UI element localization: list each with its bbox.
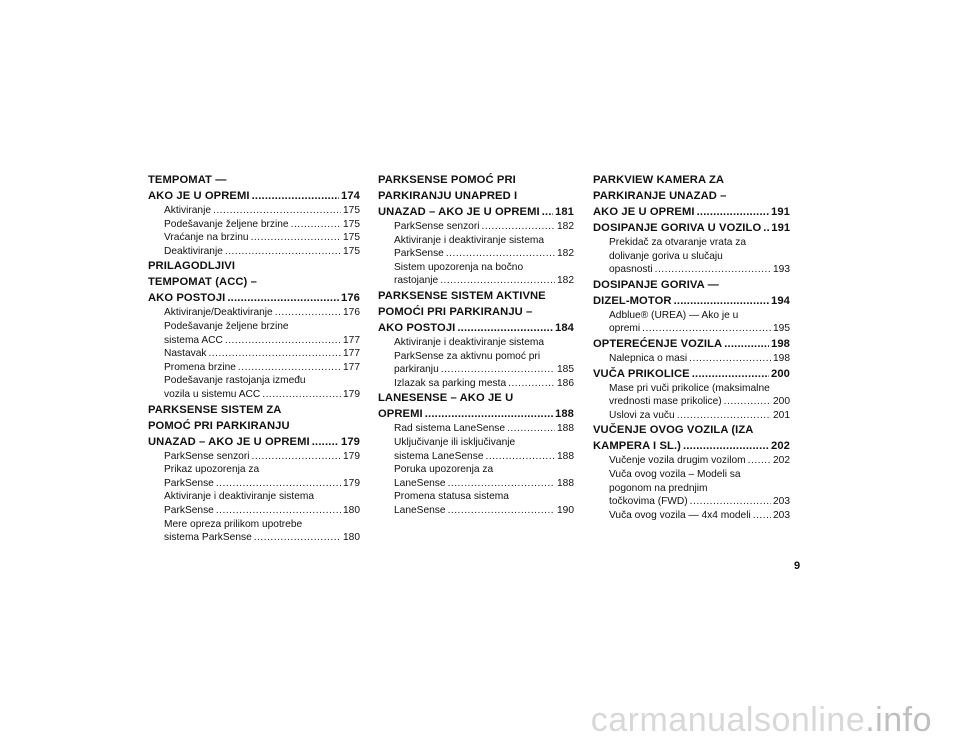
toc-entry-text: ParkSense (394, 248, 444, 260)
toc-entry-text: ParkSense senzori (394, 221, 480, 232)
toc-entry-row (148, 188, 360, 204)
toc-entry-row (394, 477, 574, 491)
dot-leader (692, 366, 769, 382)
dot-leader (697, 204, 769, 220)
toc-entry-row (164, 477, 360, 491)
toc-page-number: 177 (343, 348, 360, 360)
toc-page-number: 191 (771, 206, 790, 218)
toc-page-number: 175 (343, 245, 360, 257)
toc-entry-text: ParkSense senzori (164, 450, 250, 462)
dot-leader (457, 320, 553, 336)
toc-entry-row (593, 220, 790, 236)
toc-entry-row (148, 434, 360, 450)
toc-entry-row (593, 293, 790, 309)
toc-entry-row (394, 363, 574, 377)
toc-page-number: 182 (557, 248, 574, 260)
toc-page-number: 202 (771, 440, 790, 453)
toc-entry-text: točkovima (FWD) (609, 496, 688, 508)
toc-entry-text: rastojanje (394, 275, 439, 287)
dot-leader (677, 409, 771, 423)
toc-entry-row (609, 495, 790, 509)
toc-entry-row (164, 218, 360, 232)
toc-page-number: 180 (343, 532, 360, 544)
toc-heading (378, 288, 574, 336)
toc-entry-text: POMOĆ PRI PARKIRANJU (148, 419, 290, 432)
toc-page-number: 203 (773, 509, 790, 521)
toc-entry-text: Nastavak (164, 348, 207, 360)
toc-entry-text: PRILAGODLJIVI (148, 260, 236, 273)
page-number: 9 (794, 560, 801, 572)
toc-heading (593, 422, 790, 454)
toc-entry-text: PARKSENSE SISTEM ZA (148, 403, 282, 416)
toc-entry-row (164, 245, 360, 259)
toc-subentry (593, 309, 790, 336)
toc-entry-text: pogonom na prednjim (609, 482, 708, 494)
toc-entry-text: AKO POSTOJI (148, 292, 226, 305)
toc-column-2 (378, 172, 574, 518)
toc-entry-row (394, 422, 574, 436)
toc-entry-text: sistema ParkSense (164, 532, 252, 544)
toc-entry-text: AKO JE U OPREMI (593, 206, 695, 218)
dot-leader (312, 434, 339, 450)
toc-subentry (148, 218, 360, 232)
dot-leader (642, 322, 771, 336)
toc-page-number: 175 (343, 218, 360, 230)
toc-subentry (378, 377, 574, 391)
toc-page-number: 179 (343, 477, 360, 489)
toc-entry-text: Mere opreza prilikom upotrebe (164, 518, 303, 530)
dot-leader (254, 531, 341, 545)
toc-page-number: 179 (343, 388, 360, 400)
toc-page-number: 179 (343, 450, 360, 462)
dot-leader (507, 422, 555, 436)
toc-entry-row (378, 204, 574, 220)
toc-subentry (593, 454, 790, 468)
toc-page-number: 179 (341, 435, 360, 448)
toc-entry-row (593, 366, 790, 382)
toc-entry-text: sistema ACC (164, 334, 223, 346)
toc-entry-text: Poruka upozorenja za (394, 464, 494, 476)
toc-entry-text: OPTEREĆENJE VOZILA (593, 337, 723, 350)
toc-page-number: 194 (771, 294, 790, 307)
toc-subentry (378, 336, 574, 377)
toc-entry-text: Vuča ovog vozila – Modeli sa (609, 468, 741, 480)
toc-page-number: 175 (343, 232, 360, 244)
toc-page-number: 190 (557, 504, 574, 516)
toc-entry-row (164, 450, 360, 464)
toc-entry-text: VUČA PRIKOLICE (593, 367, 690, 380)
toc-page-number: 188 (557, 477, 574, 489)
watermark-tld: .info (865, 701, 932, 739)
toc-entry-text: sistema LaneSense (394, 450, 484, 462)
toc-subentry (378, 463, 574, 490)
dot-leader (674, 293, 769, 309)
dot-leader (252, 450, 341, 464)
toc-subentry (593, 236, 790, 277)
toc-entry-row (394, 504, 574, 518)
toc-entry-text: TEMPOMAT — (148, 174, 227, 186)
dot-leader (655, 263, 771, 277)
toc-entry-row (378, 320, 574, 336)
toc-entry-text: Mase pri vuči prikolice (maksimalne (609, 382, 770, 394)
toc-entry-text: VUČENJE OVOG VOZILA (IZA (593, 424, 754, 437)
toc-column-3 (593, 172, 790, 522)
toc-entry-row (164, 531, 360, 545)
toc-entry-text: Aktiviranje i deaktiviranje sistema (394, 336, 545, 348)
toc-page-number: 176 (343, 307, 360, 319)
toc-subentry (148, 361, 360, 375)
dot-leader (213, 204, 341, 218)
toc-page-number: 174 (341, 190, 360, 202)
toc-entry-row (593, 204, 790, 220)
dot-leader (440, 274, 555, 288)
toc-page-number: 198 (771, 337, 790, 350)
toc-entry-text: vrednosti mase prikolice) (609, 396, 722, 408)
dot-leader (690, 495, 771, 509)
toc-entry-text: ParkSense (164, 504, 214, 516)
toc-entry-text: LANESENSE – AKO JE U (378, 392, 514, 405)
dot-leader (753, 509, 771, 523)
toc-entry-row (394, 247, 574, 261)
toc-page-number: 188 (557, 450, 574, 462)
toc-entry-text: Aktiviranje i deaktiviranje sistema (164, 491, 315, 503)
toc-entry-row (609, 263, 790, 277)
dot-leader (485, 450, 555, 464)
toc-page-number: 200 (773, 396, 790, 408)
toc-entry-text: Podešavanje željene brzine (164, 218, 289, 230)
toc-entry-row (394, 274, 574, 288)
toc-subentry (148, 306, 360, 320)
toc-entry-row (148, 290, 360, 306)
dot-leader (216, 477, 341, 491)
toc-entry-text: Izlazak sa parking mesta (394, 377, 507, 389)
dot-leader (542, 204, 553, 220)
toc-entry-text: LaneSense (394, 477, 446, 489)
toc-entry-text: Aktiviranje/Deaktiviranje (164, 307, 273, 319)
toc-page-number: 191 (771, 222, 791, 234)
toc-subentry (148, 245, 360, 259)
toc-page-number: 184 (555, 321, 574, 334)
toc-entry-text: UNAZAD – AKO JE U OPREMI (148, 435, 310, 448)
dot-leader (508, 377, 555, 391)
toc-subentry (148, 463, 360, 490)
toc-entry-row (164, 231, 360, 245)
toc-entry-row (609, 395, 790, 409)
toc-entry-row (164, 334, 360, 348)
toc-entry-text: opremi (609, 323, 641, 335)
dot-leader (448, 477, 555, 491)
toc-entry-text: Uključivanje ili isključivanje (394, 436, 516, 448)
toc-subentry (378, 234, 574, 261)
toc-entry-text: POMOĆI PRI PARKIRANJU – (378, 305, 533, 318)
toc-column-1 (148, 172, 360, 545)
toc-entry-text: Adblue® (UREA) — Ako je u (609, 309, 739, 321)
toc-subentry (148, 320, 360, 347)
toc-page-number: 200 (771, 367, 790, 380)
toc-page-number: 177 (343, 361, 360, 373)
toc-entry-row (609, 509, 790, 523)
toc-page-number: 181 (555, 206, 574, 218)
dot-leader (482, 220, 555, 234)
toc-subentry (378, 261, 574, 288)
toc-entry-row (394, 220, 574, 234)
toc-entry-row (378, 406, 574, 422)
toc-entry-text: dolivanje goriva u slučaju (609, 250, 723, 262)
dot-leader (238, 361, 341, 375)
toc-heading (378, 390, 574, 422)
toc-heading (148, 172, 360, 204)
toc-subentry (378, 422, 574, 436)
toc-page-number: 175 (343, 205, 360, 216)
toc-page-number: 182 (557, 275, 574, 287)
toc-entry-text: AKO JE U OPREMI (148, 190, 250, 202)
dot-leader (251, 231, 341, 245)
toc-page-number: 180 (343, 504, 360, 516)
toc-entry-row (164, 504, 360, 518)
toc-entry-text: Aktiviranje (164, 205, 211, 216)
dot-leader (225, 245, 341, 259)
toc-entry-row (394, 450, 574, 464)
toc-entry-text: Podešavanje rastojanja između (164, 375, 306, 387)
dot-leader (724, 395, 771, 409)
dot-leader (262, 388, 341, 402)
dot-leader (446, 247, 555, 261)
toc-entry-text: Vučenje vozila drugim vozilom (609, 455, 746, 467)
dot-leader (441, 363, 555, 377)
toc-entry-row (609, 409, 790, 423)
toc-entry-text: ParkSense za aktivnu pomoć pri (394, 350, 541, 362)
dot-leader (683, 438, 769, 454)
toc-heading (148, 258, 360, 306)
toc-page-number: 193 (773, 264, 790, 276)
toc-entry-text: vozila u sistemu ACC (164, 388, 261, 400)
toc-entry-text: DOSIPANJE GORIVA U VOZILO (593, 222, 762, 234)
dot-leader (448, 504, 555, 518)
toc-page-number: 182 (557, 221, 574, 232)
toc-entry-row (394, 377, 574, 391)
dot-leader (748, 454, 771, 468)
toc-entry-text: Deaktiviranje (164, 245, 223, 257)
toc-heading (593, 220, 790, 236)
toc-page-number: 201 (773, 409, 790, 421)
toc-subentry (593, 468, 790, 509)
toc-heading (378, 172, 574, 220)
toc-subentry (378, 490, 574, 517)
toc-page-number: 198 (773, 352, 790, 364)
toc-subentry (593, 382, 790, 409)
toc-entry-text: Prekidač za otvaranje vrata za (609, 237, 747, 248)
toc-subentry (148, 374, 360, 401)
toc-entry-text: Vraćanje na brzinu (164, 232, 249, 244)
dot-leader (425, 406, 553, 422)
toc-page-number: 202 (773, 455, 790, 467)
watermark-name: carmanualsonline (590, 701, 866, 739)
toc-page-number: 186 (557, 377, 574, 389)
toc-entry-text: DOSIPANJE GORIVA — (593, 278, 719, 291)
toc-heading (593, 277, 790, 309)
toc-entry-row (164, 388, 360, 402)
toc-entry-row (164, 361, 360, 375)
toc-heading (148, 402, 360, 450)
toc-entry-text: KAMPERA I SL.) (593, 440, 681, 453)
toc-entry-text: AKO POSTOJI (378, 321, 456, 334)
toc-entry-text: Prikaz upozorenja za (164, 464, 260, 476)
dot-leader (227, 290, 339, 306)
toc-subentry (148, 347, 360, 361)
toc-page-number: 176 (341, 292, 360, 305)
toc-entry-text: Aktiviranje i deaktiviranje sistema (394, 234, 545, 246)
dot-leader (763, 220, 769, 236)
toc-entry-text: PARKSENSE POMOĆ PRI (378, 174, 516, 186)
dot-leader (724, 336, 769, 352)
toc-entry-row (609, 322, 790, 336)
toc-subentry (378, 220, 574, 234)
toc-entry-row (609, 352, 790, 366)
toc-subentry (593, 352, 790, 366)
toc-page-number: 188 (555, 408, 574, 421)
toc-entry-text: parkiranju (394, 364, 439, 376)
toc-subentry (148, 450, 360, 464)
toc-entry-row (593, 438, 790, 454)
dot-leader (291, 218, 341, 232)
toc-subentry (148, 204, 360, 218)
toc-entry-text: Uslovi za vuču (609, 409, 675, 421)
dot-leader (216, 504, 341, 518)
toc-entry-text: TEMPOMAT (ACC) – (148, 276, 257, 289)
toc-entry-row (593, 336, 790, 352)
toc-page-number: 185 (557, 364, 574, 376)
toc-entry-text: opasnosti (609, 264, 653, 276)
toc-entry-text: PARKIRANJU UNAPRED I (378, 190, 518, 202)
toc-entry-text: DIZEL-MOTOR (593, 294, 672, 307)
dot-leader (689, 352, 771, 366)
toc-page-number: 203 (773, 496, 790, 508)
toc-heading (593, 336, 790, 352)
dot-leader (225, 334, 341, 348)
watermark (0, 700, 960, 740)
toc-subentry (148, 518, 360, 545)
toc-entry-row (164, 204, 360, 218)
toc-entry-text: Promena brzine (164, 361, 236, 373)
toc-entry-text: LaneSense (394, 504, 446, 516)
toc-heading (593, 172, 790, 220)
toc-entry-text: Nalepnica o masi (609, 352, 688, 364)
toc-entry-text: Promena statusa sistema (394, 491, 509, 503)
toc-entry-text: PARKVIEW KAMERA ZA (593, 174, 725, 186)
toc-entry-text: ParkSense (164, 477, 214, 489)
toc-entry-row (164, 347, 360, 361)
toc-entry-text: PARKSENSE SISTEM AKTIVNE (378, 289, 546, 302)
toc-entry-text: UNAZAD – AKO JE U OPREMI (378, 206, 540, 218)
toc-page-number: 195 (773, 323, 790, 335)
toc-entry-text: OPREMI (378, 408, 423, 421)
toc-page-number: 177 (343, 334, 360, 346)
toc-entry-text: PARKIRANJE UNAZAD – (593, 190, 727, 202)
dot-leader (208, 347, 341, 361)
dot-leader (275, 306, 341, 320)
toc-subentry (593, 409, 790, 423)
toc-subentry (148, 490, 360, 517)
toc-entry-row (164, 306, 360, 320)
toc-entry-text: Rad sistema LaneSense (394, 423, 505, 435)
toc-entry-text: Sistem upozorenja na bočno (394, 261, 524, 273)
toc-page-number: 188 (557, 423, 574, 435)
toc-heading (593, 366, 790, 382)
toc-subentry (378, 436, 574, 463)
toc-subentry (593, 509, 790, 523)
toc-entry-text: Vuča ovog vozila — 4x4 modeli (609, 509, 751, 521)
toc-entry-text: Podešavanje željene brzine (164, 320, 289, 332)
toc-entry-row (609, 454, 790, 468)
dot-leader (252, 188, 339, 204)
toc-subentry (148, 231, 360, 245)
